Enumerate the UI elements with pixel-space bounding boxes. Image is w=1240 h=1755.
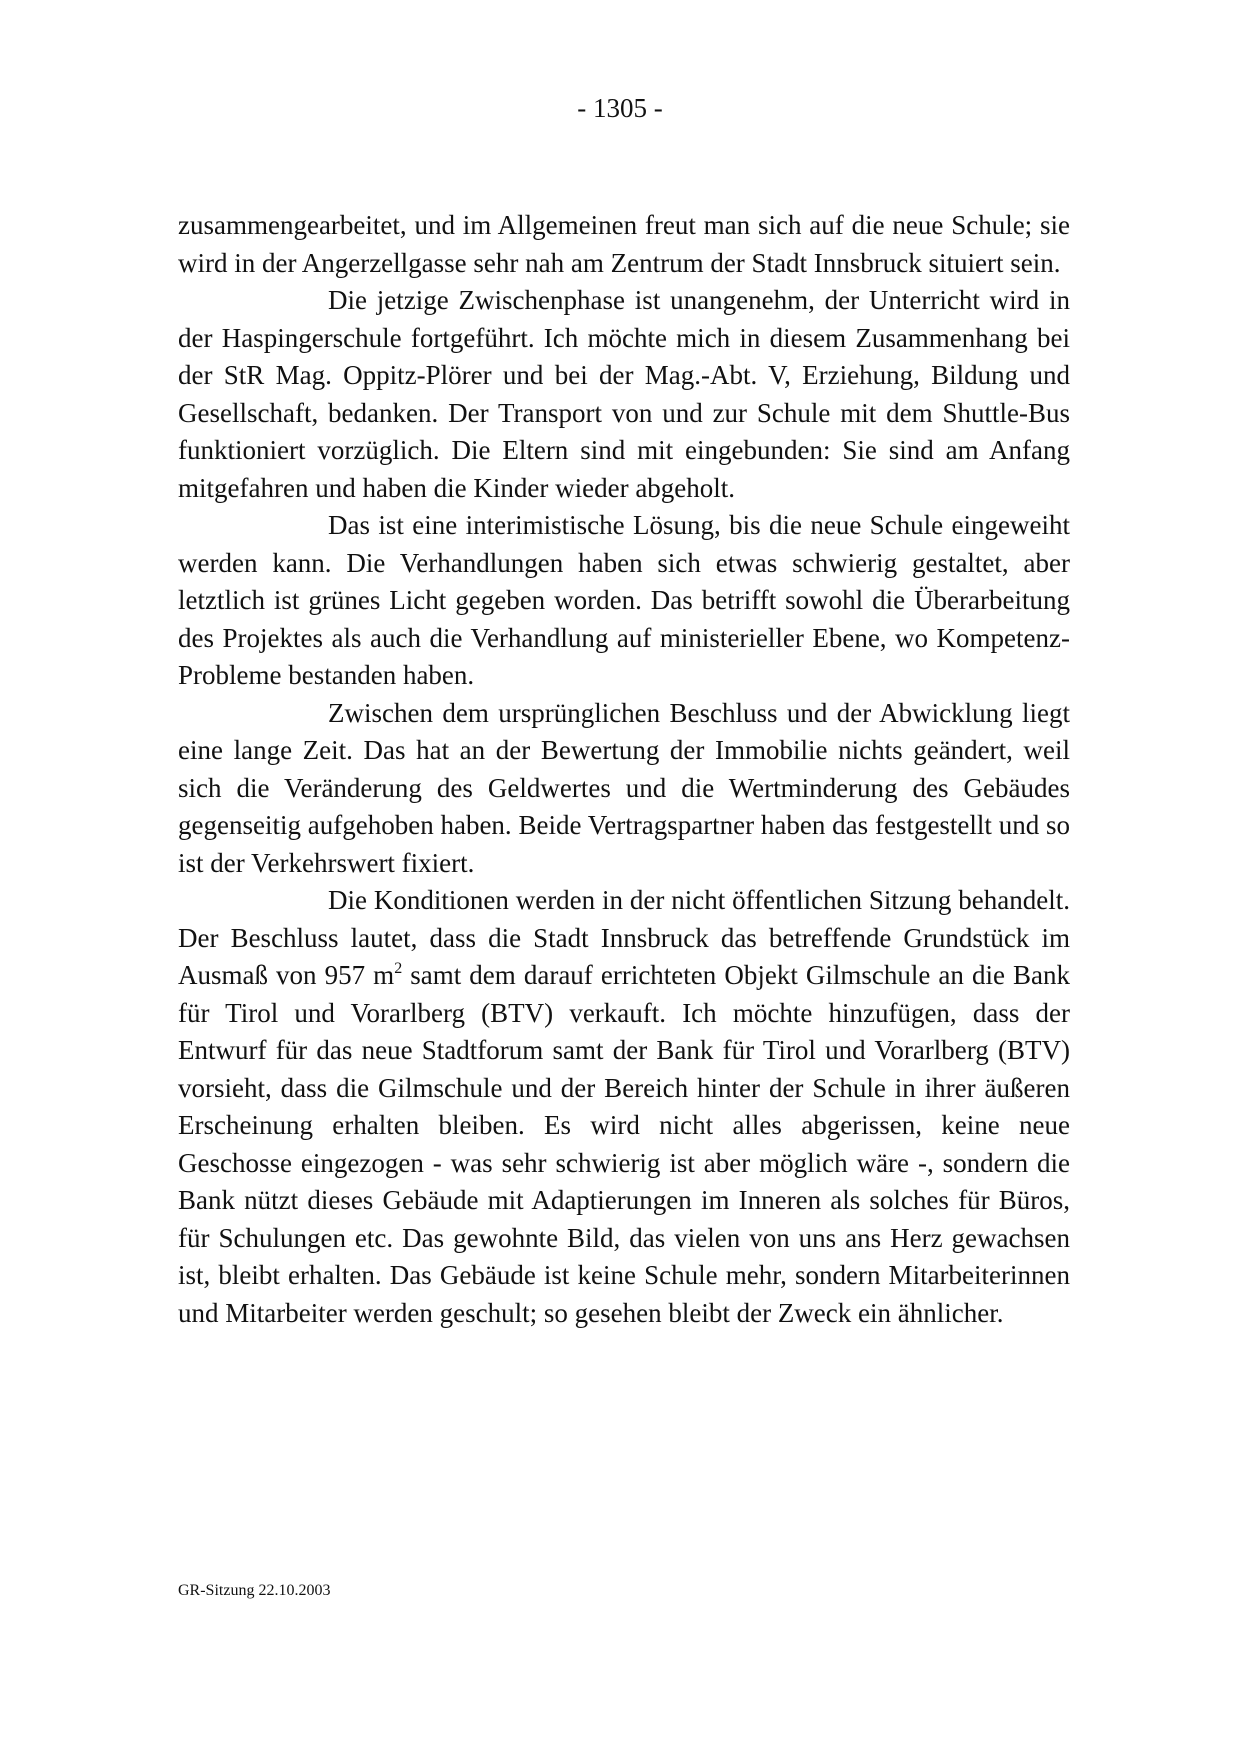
superscript-2: 2 [394,960,403,977]
paragraph-3: Das ist eine interimistische Lösung, bis die neue Schule eingeweiht werden kann. Die Verhandlungen haben sich etwas schwierig gestaltet, aber letztlich ist grünes Licht gegeben worden. Das betrifft sowohl die Überarbeitung des Projektes als auch die Verhandlung auf ministerieller Ebene, wo Kompetenz-Probleme bestanden haben. [178,510,1070,690]
paragraph-5-part-2: samt dem darauf errichteten Objekt Gilmschule an die Bank für Tirol und Vorarlberg (BTV) verkauft. Ich möchte hinzufügen, dass der Entwurf für das neue Stadtforum samt der Bank für Tirol und Vorarlberg (BTV) vorsieht, dass die Gilmschule und der Bereich hinter der Schule in ihrer äußeren Erscheinung erhalten bleiben. Es wird nicht alles abgerissen, keine neue Geschosse eingezogen - was sehr schwierig ist aber möglich wäre -, sondern die Bank nützt dieses Gebäude mit Adaptierungen im Inneren als solches für Büros, für Schulungen etc. Das gewohnte Bild, das vielen von uns ans Herz gewachsen ist, bleibt erhalten. Das Gebäude ist keine Schule mehr, sondern Mitarbeiterinnen und Mitarbeiter werden geschult; so gesehen bleibt der Zweck ein ähnlicher. [178,960,1071,1328]
page-number: - 1305 - [577,93,663,123]
paragraph-4: Zwischen dem ursprünglichen Beschluss und der Abwicklung liegt eine lange Zeit. Das hat an der Bewertung der Immobilie nichts geändert, weil sich die Veränderung des Geldwertes und die Wertminderung des Gebäudes gegenseitig aufgehoben haben. Beide Vertragspartner haben das festgestellt und so ist der Verkehrswert fixiert. [178,697,1070,878]
paragraph-5-part-1: Die Konditionen werden in der nicht öffentlichen Sitzung behandelt. Der Beschluss lautet, dass die Stadt Innsbruck das betreffende Grundstück im Ausmaß von 957 m [178,885,1070,990]
body-text [178,207,1070,1332]
paragraph-5 [178,882,1070,1332]
paragraph-2: Die jetzige Zwischenphase ist unangenehm, der Unterricht wird in der Haspingerschule fortgeführt. Ich möchte mich in diesem Zusammenhang bei der StR Mag. Oppitz-Plörer und bei der Mag.-Abt. V, Erziehung, Bildung und Gesellschaft, bedanken. Der Transport von und zur Schule mit dem Shuttle-Bus funktioniert vorzüglich. Die Eltern sind mit eingebunden: Sie sind am Anfang mitgefahren und haben die Kinder wieder abgeholt. [178,285,1070,503]
paragraph-1: zusammengearbeitet, und im Allgemeinen freut man sich auf die neue Schule; sie wird in der Angerzellgasse sehr nah am Zentrum der Stadt Innsbruck situiert sein. [178,210,1070,278]
footer-session-date: GR-Sitzung 22.10.2003 [178,1582,331,1599]
